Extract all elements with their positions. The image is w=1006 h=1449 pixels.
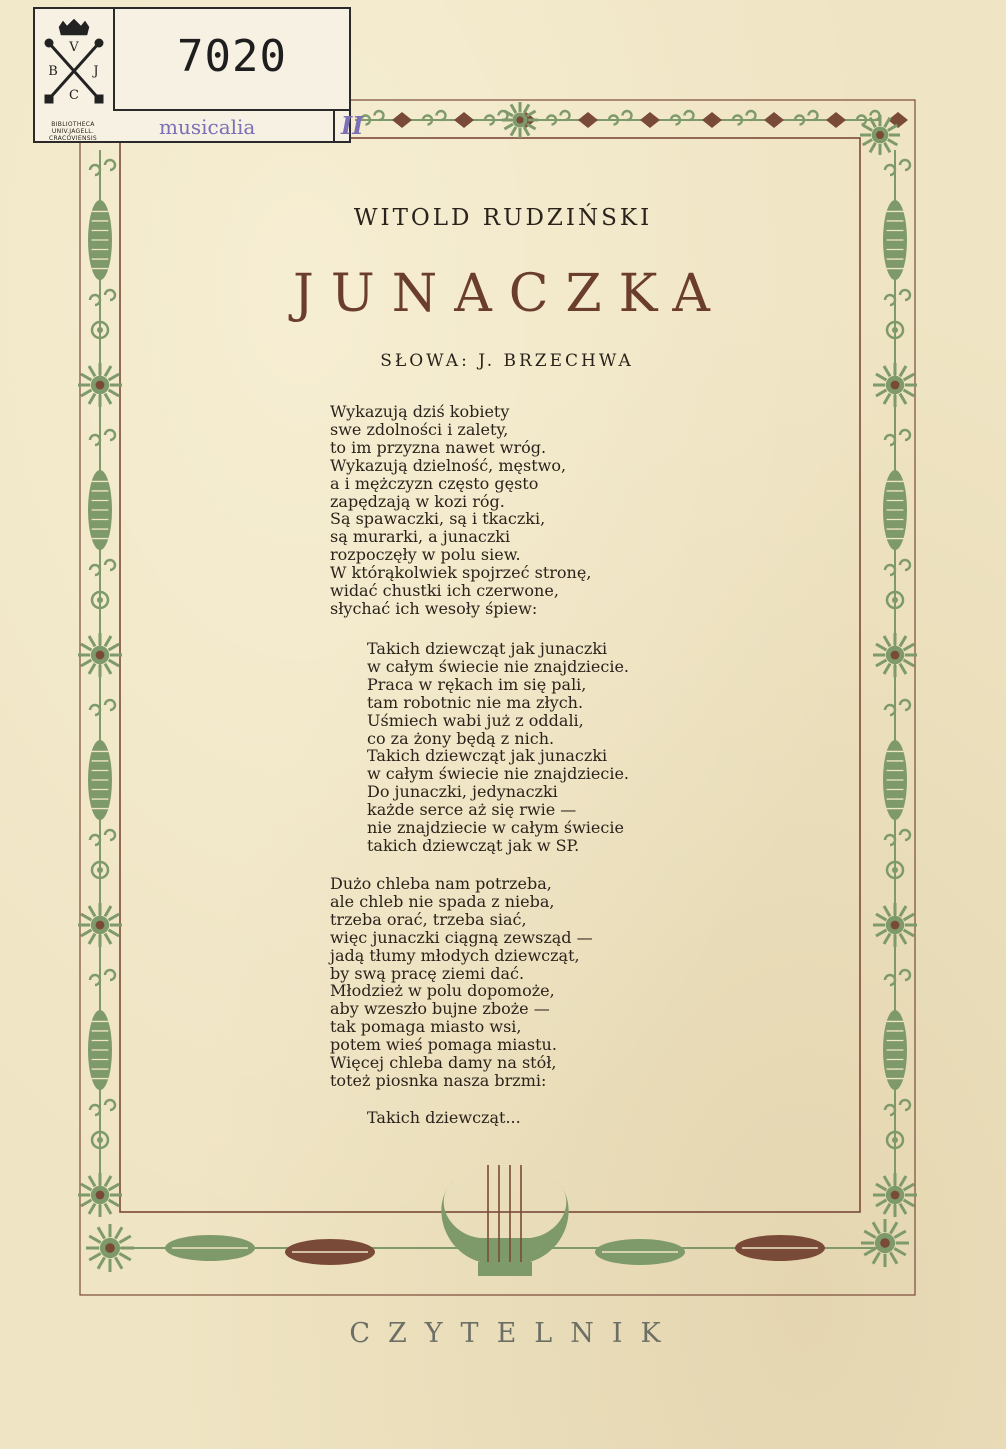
- diamond-ornament: [826, 112, 846, 128]
- lyric-line: Wykazują dziś kobiety: [330, 402, 510, 421]
- lyric-line: każde serce aż się rwie —: [367, 800, 577, 820]
- diamond-ornament: [888, 112, 908, 128]
- flower-dot: [96, 1191, 105, 1200]
- petal: [105, 906, 111, 916]
- lyric-line: są murarki, a junaczki: [330, 527, 511, 547]
- lyric-line: co za żony będą z nich.: [367, 728, 555, 748]
- lyric-line: Młodzież w polu dopomoże,: [330, 981, 555, 1001]
- petal: [904, 914, 914, 920]
- diamond-ornament: [454, 112, 474, 128]
- scroll-ornament: [90, 160, 115, 175]
- ring-dot: [892, 597, 898, 603]
- call-number-box: [113, 9, 349, 111]
- scroll-ornament: [90, 560, 115, 575]
- petal: [109, 644, 119, 650]
- petal: [900, 1204, 906, 1214]
- scroll-ornament: [885, 560, 910, 575]
- verse-2: [330, 875, 593, 1090]
- seal-caption-line: BIBLIOTHECA: [51, 121, 95, 128]
- scroll-ornament: [857, 111, 880, 125]
- collection-stamp: musicalia: [159, 115, 256, 139]
- lyre-base: [478, 1262, 532, 1276]
- petal: [109, 914, 119, 920]
- lyric-line: nie znajdziecie w całym świecie: [367, 818, 624, 838]
- petal: [904, 390, 914, 396]
- petal: [81, 374, 91, 380]
- lyre-body: [441, 1180, 568, 1262]
- scroll-ornament: [90, 1100, 115, 1115]
- author-name: WITOLD RUDZIŃSKI: [353, 205, 653, 231]
- volume-stamp: II: [341, 111, 364, 140]
- petal: [504, 111, 513, 116]
- petal: [511, 127, 516, 136]
- flower-dot: [96, 381, 105, 390]
- scroll-ornament: [90, 700, 115, 715]
- petal: [105, 1204, 111, 1214]
- ring-dot: [97, 597, 103, 603]
- flower-dot: [876, 131, 884, 139]
- petal: [888, 125, 898, 131]
- flower-dot: [891, 921, 900, 930]
- scroll-ornament: [90, 970, 115, 985]
- ring-dot: [97, 327, 103, 333]
- scroll-ornament: [609, 111, 632, 125]
- lyric-line: ale chleb nie spada z nieba,: [330, 891, 555, 911]
- petal: [98, 1227, 105, 1238]
- lyric-line: jadą tłumy młodych dziewcząt,: [330, 945, 580, 965]
- lyric-line: Wykazują dzielność, męstwo,: [330, 455, 567, 475]
- lyric-line: by swą pracę ziemi dać.: [330, 963, 525, 983]
- petal: [109, 1184, 119, 1190]
- scroll-ornament: [885, 830, 910, 845]
- lyric-line: widać chustki ich czerwone,: [330, 581, 559, 601]
- ring-dot: [97, 867, 103, 873]
- lyric-line: toteż piosnka nasza brzmi:: [330, 1070, 547, 1090]
- lyric-line: rozpoczęły w polu siew.: [330, 545, 521, 565]
- petal: [900, 934, 906, 944]
- refrain-repeat: [367, 1109, 521, 1127]
- petal: [876, 1200, 886, 1206]
- lyre-icon: [441, 1165, 568, 1276]
- petal: [876, 930, 886, 936]
- petal: [876, 914, 886, 920]
- petal: [81, 914, 91, 920]
- diamond-ornament: [764, 112, 784, 128]
- flower-dot: [891, 651, 900, 660]
- petal: [884, 636, 890, 646]
- petal: [105, 934, 111, 944]
- petal: [900, 1176, 906, 1186]
- lyric-line: w całym świecie nie znajdziecie.: [367, 764, 629, 784]
- petal: [105, 1176, 111, 1186]
- lyric-line: a i mężczyzn często gęsto: [330, 473, 539, 493]
- lyric-line: Takich dziewcząt jak junaczki: [367, 746, 608, 766]
- ring-dot: [97, 1137, 103, 1143]
- lyric-line: Są spawaczki, są i tkaczki,: [330, 509, 546, 529]
- petal: [81, 644, 91, 650]
- call-number: 7020: [177, 31, 287, 82]
- lyric-line: Takich dziewcząt jak junaczki: [367, 639, 608, 658]
- diamond-ornament: [578, 112, 598, 128]
- scroll-ornament: [885, 160, 910, 175]
- lyric-line: Do junaczki, jedynaczki: [367, 782, 558, 802]
- scroll-ornament: [795, 111, 818, 125]
- petal: [888, 140, 898, 146]
- scroll-ornament: [733, 111, 756, 125]
- petal: [89, 1204, 95, 1214]
- petal: [105, 394, 111, 404]
- petal: [511, 104, 516, 113]
- lyric-line: tak pomaga miasto wsi,: [330, 1017, 522, 1037]
- scroll-ornament: [485, 111, 508, 125]
- petal: [904, 1200, 914, 1206]
- petal: [119, 1253, 130, 1260]
- petal: [876, 660, 886, 666]
- petal: [89, 1236, 100, 1243]
- flower-dot: [105, 1243, 115, 1253]
- scroll-ornament: [885, 430, 910, 445]
- seal-caption-line: CRACOVIENSIS: [48, 135, 98, 142]
- petal: [900, 394, 906, 404]
- petal: [119, 1236, 130, 1243]
- petal: [876, 374, 886, 380]
- verse-1: [330, 403, 591, 618]
- petal: [904, 660, 914, 666]
- flower-dot: [516, 116, 523, 123]
- lyric-line: więc junaczki ciągną zewsząd —: [330, 927, 593, 947]
- petal: [894, 1231, 905, 1238]
- petal: [98, 1257, 105, 1268]
- lyric-line: trzeba orać, trzeba siać,: [330, 909, 527, 929]
- lyric-line: Więcej chleba damy na stół,: [330, 1053, 557, 1073]
- seal-letter-bottom: C: [69, 88, 79, 103]
- ring-dot: [892, 1137, 898, 1143]
- petal: [884, 394, 890, 404]
- library-label: [33, 7, 364, 143]
- petal: [873, 1222, 880, 1233]
- scroll-ornament: [671, 111, 694, 125]
- scroll-ornament: [885, 700, 910, 715]
- petal: [115, 1257, 122, 1268]
- seal-letter-left: B: [48, 64, 58, 79]
- petal: [89, 1176, 95, 1186]
- petal: [884, 906, 890, 916]
- lyric-line: Takich dziewcząt...: [367, 1108, 521, 1127]
- diamond-ornament: [640, 112, 660, 128]
- label-divider: [333, 111, 335, 143]
- lyric-line: swe zdolności i zalety,: [330, 419, 509, 439]
- petal: [109, 660, 119, 666]
- flower-dot: [891, 1191, 900, 1200]
- petal: [81, 1184, 91, 1190]
- refrain: [367, 640, 629, 855]
- lyric-line: potem wieś pomaga miastu.: [330, 1035, 557, 1055]
- flower-dot: [880, 1238, 890, 1248]
- petal: [81, 390, 91, 396]
- petal: [904, 1184, 914, 1190]
- petal: [904, 930, 914, 936]
- petal: [864, 1231, 875, 1238]
- petal: [894, 1248, 905, 1255]
- seal-letter-top: V: [69, 40, 79, 55]
- petal: [890, 1222, 897, 1233]
- petal: [109, 1200, 119, 1206]
- publisher-name: CZYTELNIK: [349, 1318, 679, 1349]
- petal: [876, 390, 886, 396]
- petal: [115, 1227, 122, 1238]
- petal: [900, 664, 906, 674]
- lyric-line: aby wzeszło bujne zboże —: [330, 999, 550, 1019]
- lyric-line: takich dziewcząt jak w SP.: [367, 835, 580, 855]
- petal: [863, 140, 873, 146]
- petal: [89, 394, 95, 404]
- petal: [527, 124, 536, 129]
- lyric-line: to im przyzna nawet wróg.: [330, 437, 547, 457]
- petal: [870, 143, 876, 153]
- petal: [904, 374, 914, 380]
- lyric-line: zapędzają w kozi róg.: [330, 491, 505, 511]
- petal: [81, 1200, 91, 1206]
- petal: [904, 644, 914, 650]
- lyric-line: W którąkolwiek spojrzeć stronę,: [330, 563, 592, 583]
- seal-caption: [37, 121, 109, 142]
- petal: [524, 127, 529, 136]
- petal: [900, 906, 906, 916]
- lyric-line: Uśmiech wabi już z oddali,: [367, 710, 584, 730]
- petal: [89, 664, 95, 674]
- petal: [884, 1176, 890, 1186]
- petal: [884, 934, 890, 944]
- petal: [105, 636, 111, 646]
- petal: [89, 906, 95, 916]
- scroll-ornament: [361, 111, 384, 125]
- petal: [885, 118, 891, 128]
- petal: [864, 1248, 875, 1255]
- diamond-ornament: [392, 112, 412, 128]
- petal: [863, 125, 873, 131]
- petal: [81, 930, 91, 936]
- seal-letter-right: J: [93, 64, 99, 79]
- lyric-line: słychać ich wesoły śpiew:: [330, 598, 538, 618]
- petal: [524, 104, 529, 113]
- lyric-line: w całym świecie nie znajdziecie.: [367, 656, 629, 676]
- petal: [81, 660, 91, 666]
- petal: [89, 1253, 100, 1260]
- petal: [89, 934, 95, 944]
- scroll-ornament: [547, 111, 570, 125]
- petal: [885, 143, 891, 153]
- lyric-line: tam robotnic nie ma złych.: [367, 692, 584, 712]
- petal: [89, 636, 95, 646]
- petal: [876, 644, 886, 650]
- petal: [527, 111, 536, 116]
- petal: [109, 390, 119, 396]
- border-top-band: [355, 102, 908, 155]
- song-title: JUNACZKA: [293, 264, 727, 324]
- petal: [876, 1184, 886, 1190]
- scroll-ornament: [885, 970, 910, 985]
- lyric-line: Praca w rękach im się pali,: [367, 674, 587, 694]
- lyricist-credit: SŁOWA: J. BRZECHWA: [380, 351, 634, 371]
- petal: [504, 124, 513, 129]
- lyric-line: Dużo chleba nam potrzeba,: [330, 874, 552, 893]
- scroll-ornament: [423, 111, 446, 125]
- petal: [105, 664, 111, 674]
- flower-dot: [891, 381, 900, 390]
- diamond-ornament: [702, 112, 722, 128]
- ring-dot: [892, 867, 898, 873]
- petal: [884, 664, 890, 674]
- petal: [873, 1252, 880, 1263]
- flower-dot: [96, 921, 105, 930]
- petal: [890, 1252, 897, 1263]
- scroll-ornament: [885, 1100, 910, 1115]
- petal: [884, 1204, 890, 1214]
- scroll-ornament: [90, 430, 115, 445]
- petal: [109, 374, 119, 380]
- seal-caption-line: UNIV.JAGELL.: [51, 128, 95, 135]
- scroll-ornament: [90, 830, 115, 845]
- library-seal-icon: [41, 19, 107, 105]
- petal: [900, 636, 906, 646]
- petal: [109, 930, 119, 936]
- flower-dot: [96, 651, 105, 660]
- ring-dot: [892, 327, 898, 333]
